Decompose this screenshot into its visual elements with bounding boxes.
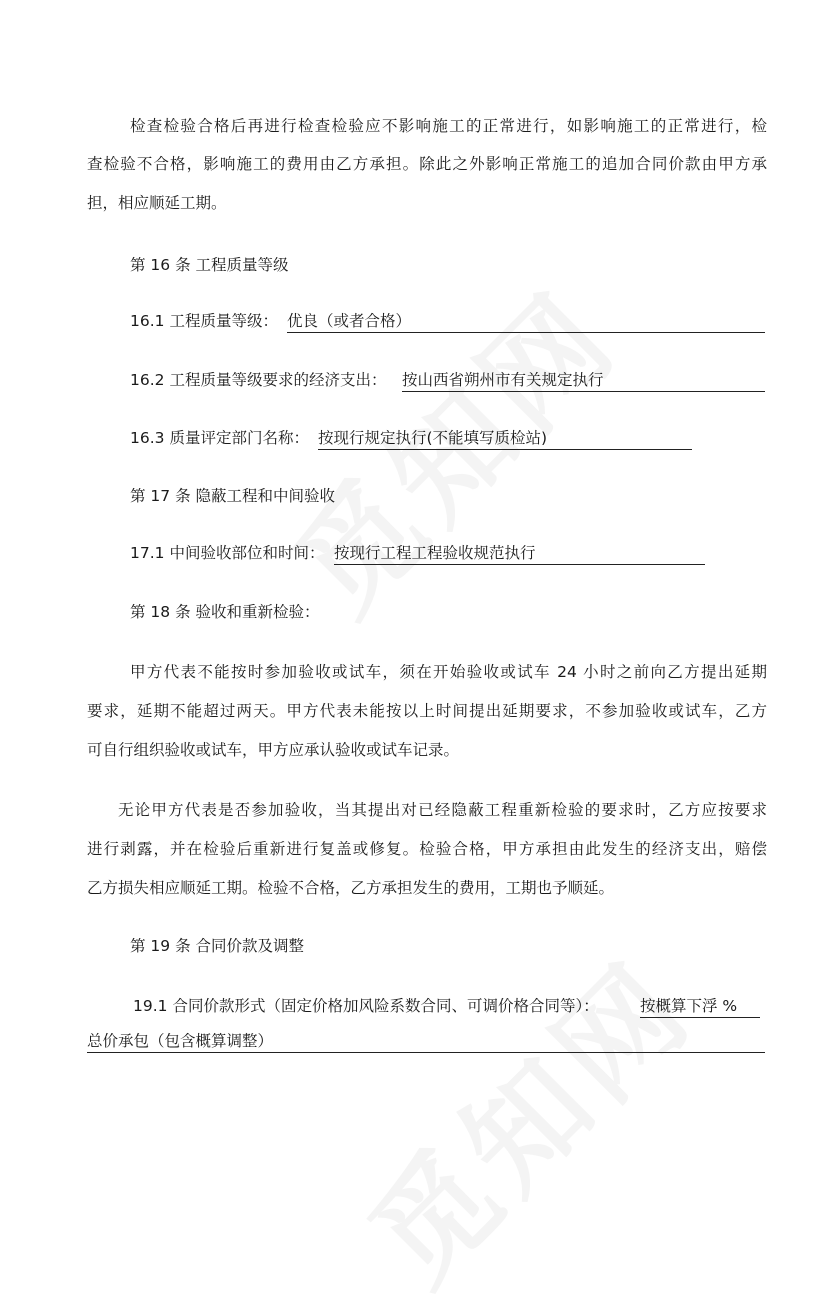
- item-16-3-value: 按现行规定执行(不能填写质检站): [318, 429, 548, 447]
- article-18-heading: 第 18 条 验收和重新检验：: [130, 603, 320, 621]
- item-19-1-value-cont: 总价承包（包含概算调整）: [87, 1032, 274, 1050]
- article-16-heading: 第 16 条 工程质量等级: [130, 256, 289, 274]
- item-16-1-field[interactable]: [287, 310, 765, 333]
- item-17-1-field[interactable]: [334, 542, 705, 565]
- item-16-3-field[interactable]: [318, 427, 692, 450]
- item-16-2-value: 按山西省朔州市有关规定执行: [402, 371, 604, 389]
- watermark: [326, 917, 723, 1314]
- item-16-1-value: 优良（或者合格）: [287, 312, 412, 330]
- paragraph-line: 可自行组织验收或试车，甲方应承认验收或试车记录。: [87, 741, 460, 759]
- paragraph-line: 乙方损失相应顺延工期。检验不合格，乙方承担发生的费用，工期也予顺延。: [87, 879, 615, 897]
- item-17-1-label: 17.1 中间验收部位和时间：: [130, 544, 325, 562]
- item-19-1-field[interactable]: [640, 995, 760, 1018]
- item-17-1-value: 按现行工程工程验收规范执行: [334, 544, 536, 562]
- paragraph-line: 无论甲方代表是否参加验收，当其提出对已经隐蔽工程重新检验的要求时，乙方应按要求: [118, 801, 767, 819]
- paragraph-line: 要求，延期不能超过两天。甲方代表未能按以上时间提出延期要求，不参加验收或试车，乙方: [87, 702, 767, 720]
- item-16-1-label: 16.1 工程质量等级：: [130, 312, 278, 330]
- paragraph-line: 担，相应顺延工期。: [87, 194, 227, 212]
- item-16-3-label: 16.3 质量评定部门名称：: [130, 429, 309, 447]
- paragraph-line: 进行剥露，并在检验后重新进行复盖或修复。检验合格，甲方承担由此发生的经济支出，赔偿: [87, 840, 767, 858]
- article-19-heading: 第 19 条 合同价款及调整: [130, 937, 305, 955]
- item-16-2-label: 16.2 工程质量等级要求的经济支出：: [130, 371, 387, 389]
- paragraph-line: 检查检验合格后再进行检查检验应不影响施工的正常进行，如影响施工的正常进行，检: [130, 117, 767, 135]
- item-19-1-field-cont[interactable]: [87, 1030, 765, 1053]
- article-17-heading: 第 17 条 隐蔽工程和中间验收: [130, 487, 336, 505]
- item-16-2-field[interactable]: [402, 369, 765, 392]
- item-19-1-value: 按概算下浮 %: [640, 997, 738, 1015]
- item-19-1-label: 19.1 合同价款形式（固定价格加风险系数合同、可调价格合同等）：: [133, 997, 599, 1015]
- paragraph-line: 甲方代表不能按时参加验收或试车，须在开始验收或试车 24 小时之前向乙方提出延期: [130, 663, 767, 681]
- paragraph-line: 查检验不合格，影响施工的费用由乙方承担。除此之外影响正常施工的追加合同价款由甲方承: [87, 155, 767, 173]
